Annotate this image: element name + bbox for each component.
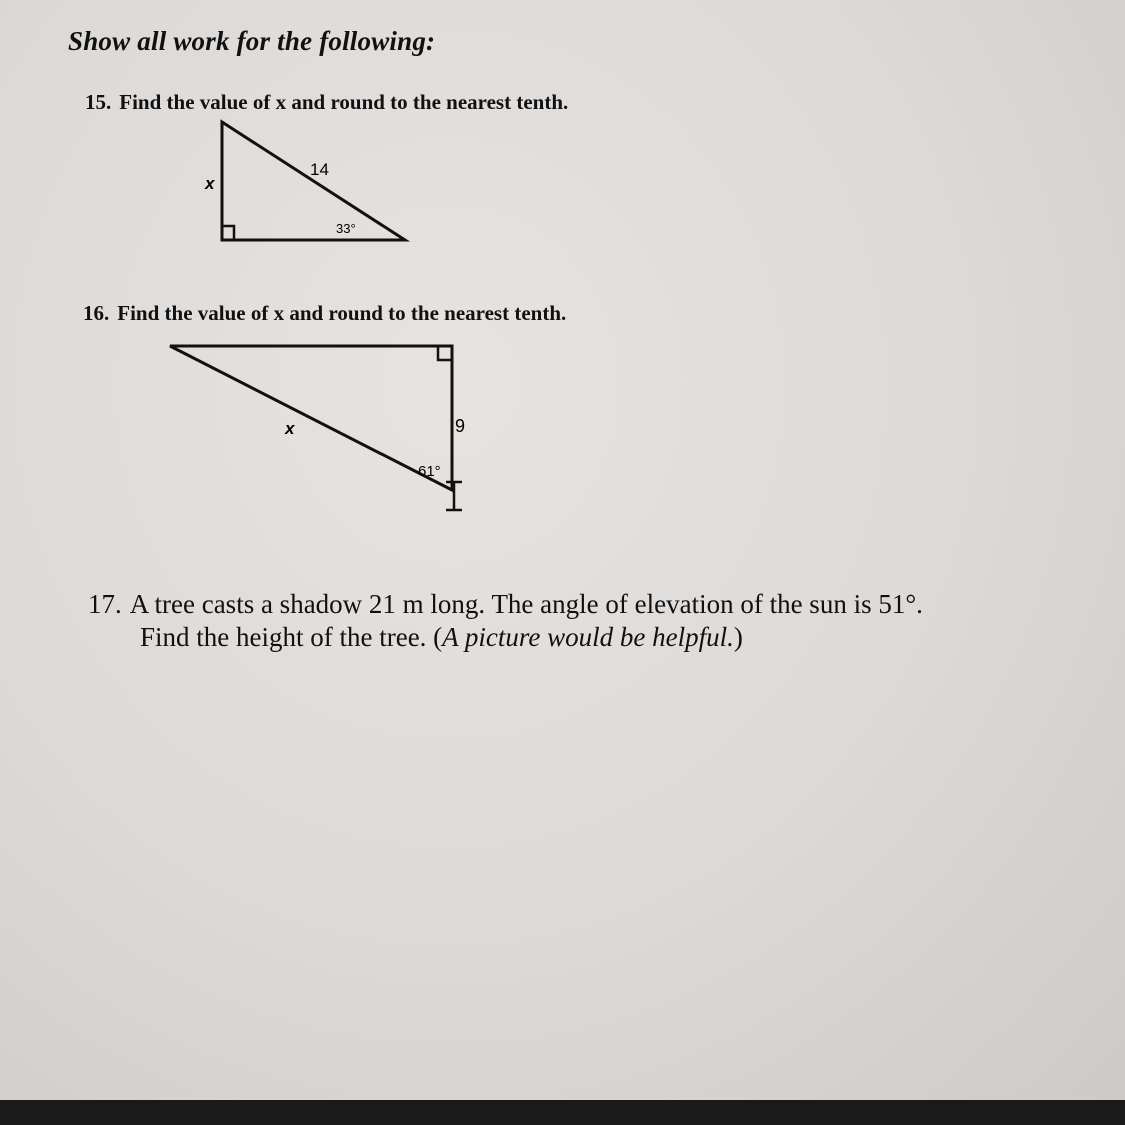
problem-15-text: Find the value of x and round to the nearest tenth.: [119, 90, 569, 114]
problem-17-number: 17.: [88, 589, 122, 619]
triangle-16-leg-label: 9: [455, 416, 466, 436]
problem-15-number: 15.: [85, 90, 112, 114]
triangle-15-right-angle-mark: [222, 226, 234, 240]
worksheet-heading: Show all work for the following:: [68, 26, 436, 56]
triangle-15-angle-label: 33°: [336, 221, 356, 236]
problem-15-triangle: [204, 122, 405, 240]
text-cursor-icon: [446, 482, 462, 510]
problem-16-number: 16.: [83, 301, 110, 325]
triangle-15-hypotenuse-label: 14: [310, 160, 329, 179]
triangle-15-leg-label: x: [205, 174, 215, 193]
problem-16-triangle: [170, 346, 465, 490]
triangle-16-hypotenuse-label: x: [285, 419, 295, 438]
problem-17-line-2-prefix: Find the height of the tree. (: [140, 622, 443, 652]
triangle-15-outline: [222, 122, 405, 240]
problem-17-hint: A picture would be helpful.: [442, 622, 734, 652]
problem-17-text: A tree casts a shadow 21 m long. The angle of elevation of the sun is 51°.: [129, 589, 923, 619]
triangle-16-angle-label: 61°: [418, 463, 441, 480]
problem-17-line-2-suffix: ): [733, 622, 743, 652]
problem-16-text: Find the value of x and round to the nearest tenth.: [117, 301, 567, 325]
triangle-16-outline: [170, 346, 452, 490]
triangle-16-right-angle-mark: [438, 346, 452, 360]
